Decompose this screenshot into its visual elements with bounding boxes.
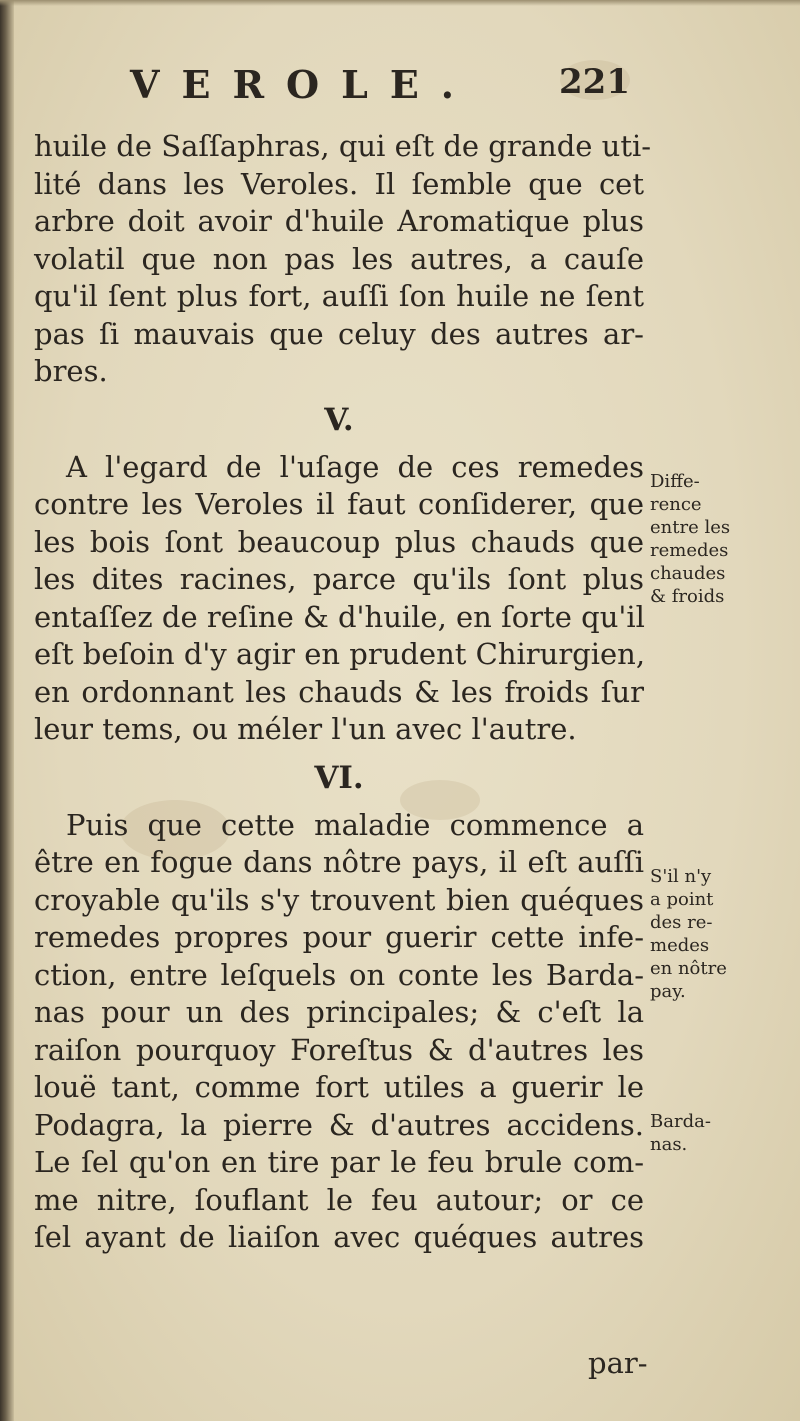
text-line: eſt beſoin d'y agir en prudent Chirurgien, (34, 637, 646, 671)
text-line: leur tems, ou méler l'un avec l'autre. (34, 712, 577, 746)
note-line: entre les (650, 517, 731, 538)
text-line: Puis que cette maladie commence a (66, 807, 644, 842)
text-line: huile de Saſſaphras, qui eſt de grande uti- (34, 129, 652, 163)
marginal-note-difference (650, 470, 800, 608)
binding-gutter (0, 0, 14, 1421)
note-line: des re- (650, 912, 713, 933)
text-line: me nitre, ſouflant le feu autour; or ce (34, 1182, 644, 1217)
note-line: rence (650, 494, 702, 515)
text-line: être en fogue dans nôtre pays, il eſt auſſi (34, 845, 644, 879)
section-heading-v: V. (324, 401, 354, 438)
text-line: ſel ayant de liaiſon avec quéques autres (34, 1220, 644, 1254)
note-line: en nôtre (650, 958, 727, 979)
text-line: croyable qu'ils s'y trouvent bien quéques (34, 882, 644, 917)
page-top-edge (0, 0, 800, 6)
catchword: par- (588, 1346, 648, 1380)
paragraph-section-vi (34, 807, 644, 1257)
text-line: bres. (34, 354, 108, 388)
running-title: VEROLE. (130, 62, 477, 107)
note-line: & froids (650, 586, 725, 607)
text-line: lité dans les Veroles. Il ſemble que cet (34, 166, 644, 201)
text-line: Podagra, la pierre & d'autres accidens. (34, 1107, 644, 1142)
text-line: louë tant, comme fort utiles a guerir le (34, 1070, 644, 1104)
note-line: Barda- (650, 1111, 711, 1132)
note-line: medes (650, 935, 710, 956)
text-line: raiſon pourquoy Foreſtus & d'autres les (34, 1032, 644, 1067)
note-line: pay. (650, 981, 686, 1002)
note-line: Diffe- (650, 471, 700, 492)
text-line: ction, entre leſquels on conte les Barda- (34, 957, 644, 992)
text-line: Le ſel qu'on en tire par le feu brule com- (34, 1145, 644, 1179)
text-line: nas pour un des principales; & c'eſt la (34, 995, 644, 1029)
text-line: en ordonnant les chauds & les froids ſur (34, 674, 644, 709)
text-line: qu'il ſent plus fort, auſſi ſon huile ne ſent (34, 279, 644, 313)
main-text (34, 128, 652, 1257)
note-line: remedes (650, 540, 729, 561)
text-line: A l'egard de l'uſage de ces remedes (66, 449, 644, 484)
text-line: contre les Veroles il faut conſiderer, que (34, 487, 644, 521)
note-line: chaudes (650, 563, 726, 584)
paragraph-section-v (34, 449, 644, 749)
text-line: arbre doit avoir d'huile Aromatique plus (34, 204, 644, 238)
text-line: les dites racines, parce qu'ils ſont plus (34, 562, 644, 596)
text-line: pas ſi mauvais que celuy des autres ar- (34, 316, 644, 351)
page-number: 221 (559, 62, 630, 102)
paragraph-continuation (34, 128, 652, 391)
marginal-note-remedies (650, 865, 800, 1003)
text-line: remedes propres pour guerir cette infe- (34, 920, 644, 954)
marginal-note-bardanas (650, 1110, 800, 1156)
text-line: les bois ſont beaucoup plus chauds que (34, 524, 644, 559)
section-heading-vi: VI. (314, 759, 364, 796)
note-line: S'il n'y (650, 866, 712, 887)
note-line: a point (650, 889, 714, 910)
text-line: volatil que non pas les autres, a cauſe (34, 241, 644, 276)
text-line: entaſſez de reſine & d'huile, en ſorte qu'il (34, 599, 645, 634)
note-line: nas. (650, 1134, 688, 1155)
running-header (130, 62, 630, 122)
